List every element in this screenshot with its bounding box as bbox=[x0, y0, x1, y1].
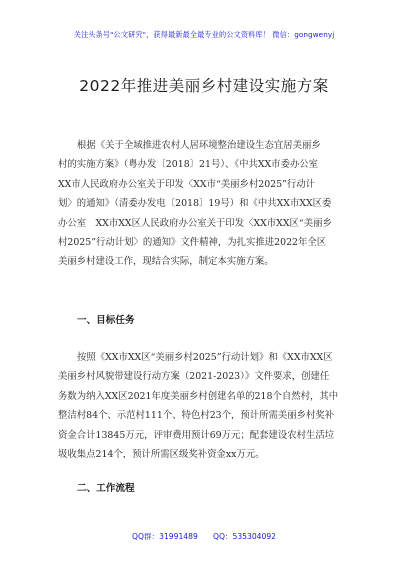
paragraph-line: 美丽乡村建设工作，现结合实际，制定本实施方案。 bbox=[58, 256, 274, 268]
paragraph-line: 办公室 XX市XX区人民政府办公室关于印发〈XX市XX区“美丽乡 bbox=[58, 217, 332, 229]
paragraph-line: 根据《关于全域推进农村人居环境整治建设生态宜居美丽乡 bbox=[77, 140, 321, 151]
document-title: 2022年推进美丽乡村建设实施方案 bbox=[79, 77, 329, 95]
section-heading-goals: 一、目标任务 bbox=[77, 315, 135, 326]
paragraph-line: 按照《XX市XX区“美丽乡村2025”行动计划》和《XX市XX区 bbox=[77, 352, 333, 363]
footer-contact-note: QQ群：31991489 QQ：535304092 bbox=[131, 532, 276, 541]
header-promo-note: 关注头条号"公文研究"，获得最新最全最专业的公文资料库！ 微信：gongwenyj bbox=[73, 30, 335, 39]
paragraph-line: 圾收集点214个，预计所需区级奖补资金xx万元。 bbox=[58, 449, 265, 461]
paragraph-line: 村的实施方案》（粤办发〔2018〕21号）、《中共XX市委办公室 bbox=[58, 159, 319, 171]
paragraph-goals bbox=[58, 348, 352, 464]
paragraph-basis bbox=[58, 136, 352, 272]
paragraph-line: 划〉的通知》（清委办发电〔2018〕19号）和《中共XX市XX区委 bbox=[58, 198, 332, 210]
paragraph-line: 资金合计13845万元，评审费用预计69万元；配套建设农村生活垃 bbox=[58, 429, 335, 441]
paragraph-line: XX市人民政府办公室关于印发〈XX市“美丽乡村2025”行动计 bbox=[58, 178, 316, 190]
paragraph-line: 整洁村84个、示范村111个、特色村23个，预计所需美丽乡村奖补 bbox=[58, 410, 335, 422]
section-heading-workflow: 二、工作流程 bbox=[77, 483, 135, 494]
paragraph-line: 务数为纳入XX区2021年度美丽乡村创建名单的218个自然村，其中 bbox=[58, 390, 339, 402]
paragraph-line: 美丽乡村风貌带建设行动方案（2021-2023）》文件要求，创建任 bbox=[58, 371, 330, 383]
paragraph-line: 村2025”行动计划〉的通知》文件精神，为扎实推进2022年全区 bbox=[58, 237, 327, 249]
